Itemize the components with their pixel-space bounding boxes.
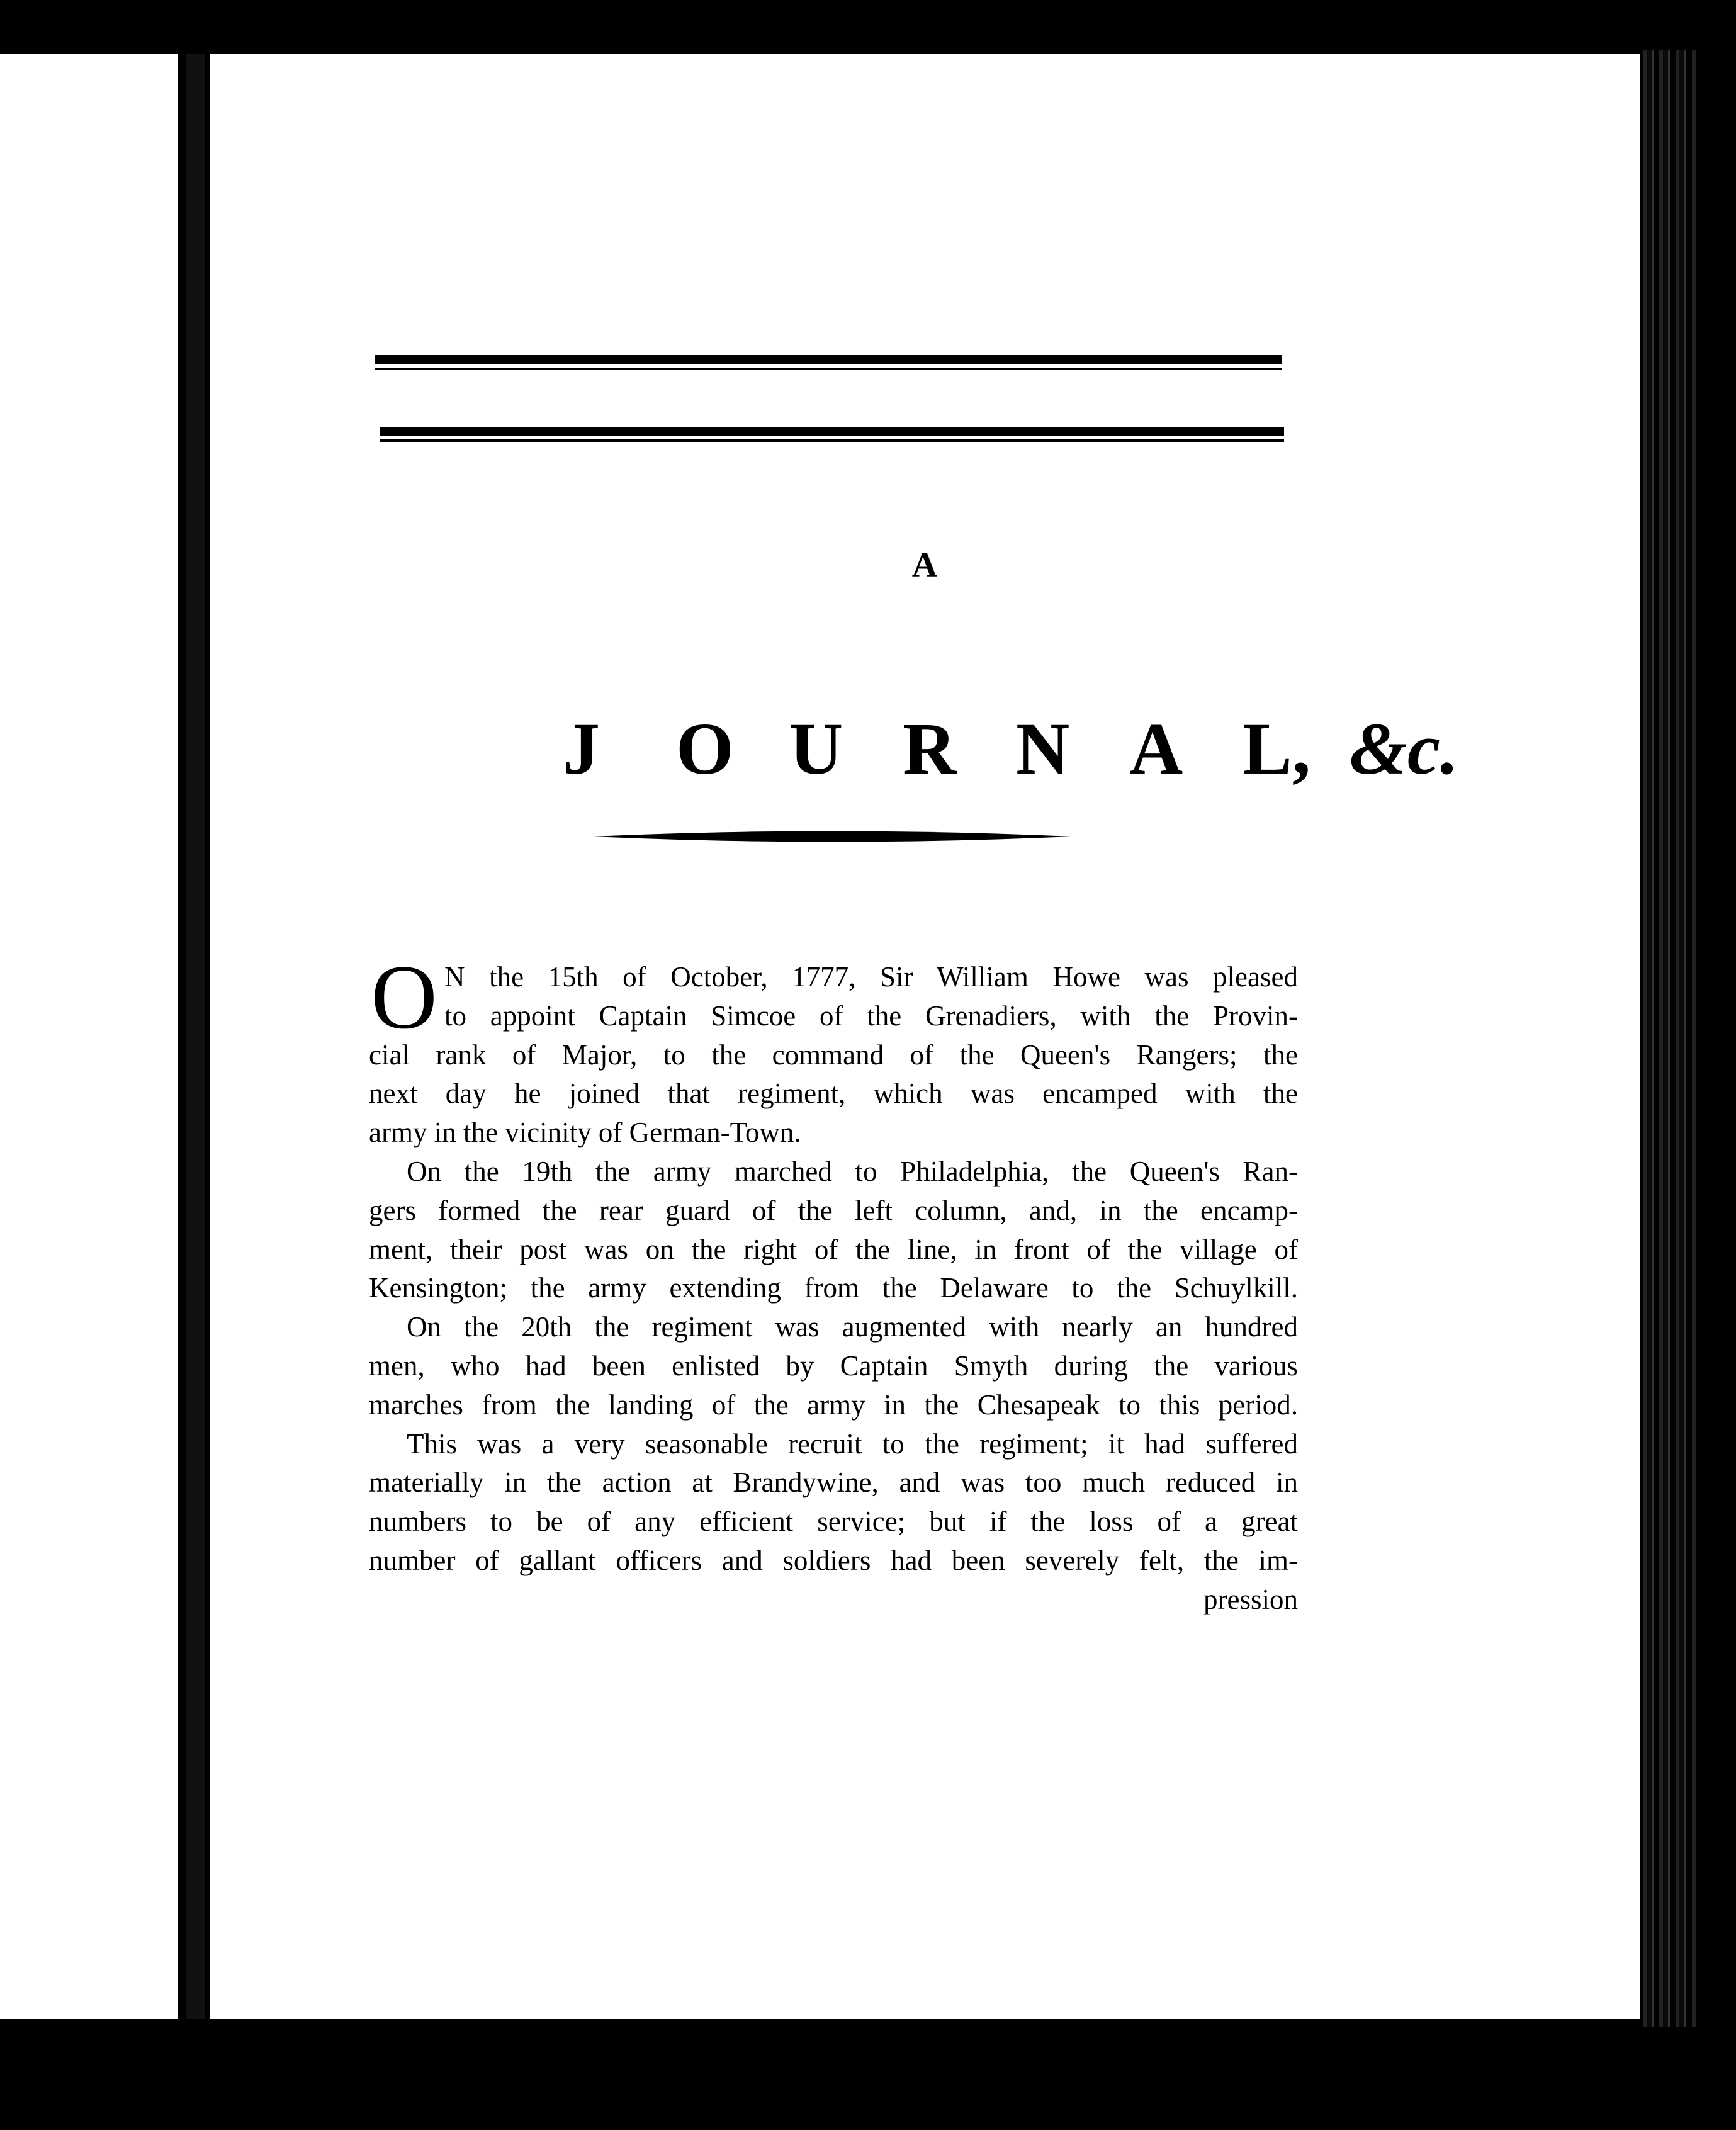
- heading-article: A: [911, 546, 939, 585]
- book-page: [210, 54, 1640, 2019]
- text-line: cial rank of Major, to the command of the Queen's Rangers; the: [369, 1039, 1298, 1071]
- page-edges: [1643, 50, 1696, 2027]
- title-letter: R: [903, 707, 957, 790]
- text-line: numbers to be of any efficient service; but if the loss of a great: [369, 1506, 1298, 1538]
- text-line: N the 15th of October, 1777, Sir William Howe was pleased: [444, 961, 1298, 993]
- header-rule-2-thin: [380, 439, 1284, 442]
- text-line: This was a very seasonable recruit to the regiment; it had suffered: [407, 1428, 1298, 1460]
- facing-page: [0, 54, 178, 2019]
- text-line: number of gallant officers and soldiers had been severely felt, the im-: [369, 1544, 1298, 1576]
- text-line: Kensington; the army extending from the Delaware to the Schuylkill.: [369, 1272, 1298, 1304]
- text-line: next day he joined that regiment, which was encamped with the: [369, 1078, 1298, 1110]
- heading-title: [563, 706, 1507, 792]
- text-line: marches from the landing of the army in the Chesapeak to this period.: [369, 1389, 1298, 1421]
- header-rule-2-thick: [380, 427, 1284, 436]
- header-rule-1-thin: [375, 368, 1282, 370]
- title-letter: L,: [1243, 707, 1311, 790]
- title-letter: U: [789, 707, 843, 790]
- ornamental-rule: [593, 828, 1071, 845]
- title-letter: A: [1129, 707, 1183, 790]
- text-line: men, who had been enlisted by Captain Smyth during the various: [369, 1350, 1298, 1382]
- text-line: On the 19th the army marched to Philadelphia, the Queen's Ran-: [407, 1155, 1298, 1187]
- journal-body: [369, 946, 1298, 1620]
- text-line: army in the vicinity of German-Town.: [369, 1117, 801, 1149]
- text-line: ment, their post was on the right of the line, in front of the village of: [369, 1233, 1298, 1265]
- text-line: On the 20th the regiment was augmented with nearly an hundred: [407, 1311, 1298, 1343]
- text-line: gers formed the rear guard of the left column, and, in the encamp-: [369, 1194, 1298, 1226]
- text-line: to appoint Captain Simcoe of the Grenadiers, with the Provin-: [444, 1000, 1298, 1032]
- header-rule-1-thick: [375, 355, 1282, 364]
- title-letter: O: [676, 707, 734, 790]
- title-letter: N: [1016, 707, 1070, 790]
- text-line: materially in the action at Brandywine, and was too much reduced in: [369, 1467, 1298, 1499]
- catchword: pression: [1203, 1583, 1298, 1615]
- drop-cap: O: [371, 946, 437, 1048]
- gutter-shadow: [186, 54, 205, 2019]
- title-etc: &c.: [1350, 707, 1459, 790]
- title-letter: J: [563, 707, 600, 790]
